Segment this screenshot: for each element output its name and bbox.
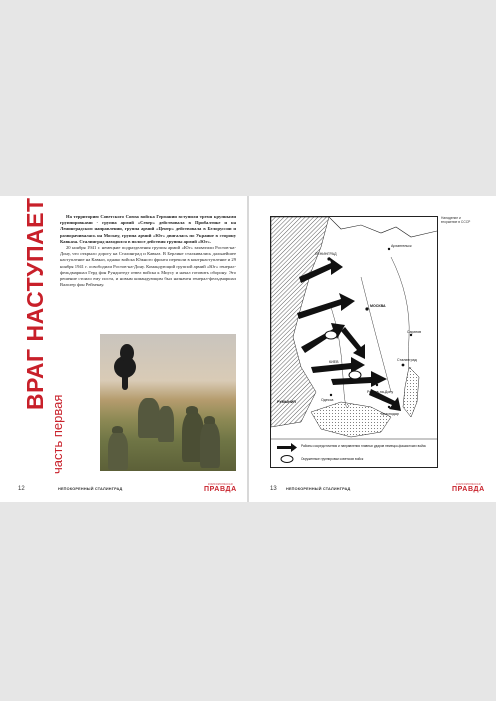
lead-paragraph: На территорию Советского Союза войска Германии вступили тремя крупными группировками - группа армий «Север» действовала в Прибалтике и на Ленинградском направлении, группа армий «Центр» действовала в Белоруссии и разворачивалась на Москву, группа армий «Юг» двигалась по Украине в сторону Кавказа. Сталинград находился в полосе действия группы армий «Юг». (60, 214, 236, 244)
page-number-right: 13 (270, 486, 277, 492)
label-kiev: КИЕВ (329, 360, 339, 364)
helmet (112, 426, 123, 433)
running-head-left: НЕПОКОРЕННЫЙ СТАЛИНГРАД (58, 487, 123, 491)
label-odessa: Одесса (321, 398, 334, 402)
attack-arrow (297, 293, 355, 319)
gutter (247, 196, 249, 502)
city-marker (330, 394, 332, 396)
soldier-figure (108, 432, 128, 470)
label-leningrad: ЛЕНИНГРАД (315, 252, 337, 256)
city-marker (388, 406, 390, 408)
river (331, 307, 349, 408)
attack-arrow (341, 327, 365, 359)
city-marker (376, 384, 378, 386)
city-marker (388, 248, 390, 250)
helmet (186, 406, 198, 414)
western-territory (271, 217, 329, 427)
city-marker (339, 365, 342, 368)
encircled-group (349, 371, 361, 379)
war-photo (100, 334, 236, 471)
chapter-subtitle: часть первая (50, 394, 65, 474)
label-rumania: РУМЫНИЯ (277, 400, 296, 404)
logo-name-text: ПРАВДА (204, 486, 237, 493)
chapter-title-text: ВРАГ НАСТУПАЕТ (22, 197, 48, 410)
city-marker (410, 334, 412, 336)
river (391, 257, 411, 369)
logo-top-text: КОМСОМОЛЬСКАЯ (456, 483, 481, 486)
running-head-right: НЕПОКОРЕННЫЙ СТАЛИНГРАД (286, 487, 351, 491)
legend-arrow-icon (277, 443, 297, 452)
city-marker (365, 307, 368, 310)
body-paragraph: 20 ноября 1941 г. немецкие подразделения группы армий «Юг» захватили Ростов-на-Дону, что открыло дорогу на Сталинград и Кавказ. В Берлине сталкивались дальнейшее наступление на Кавказ, однако войска Южного фронта перешли в контрнаступление и 29 ноября 1941 г. освободили Ростов-на-Дону. Командующий группой армий «Юг» генерал-фельдмаршал Герд фон Рундштедт отвел войска к Миусу и начал готовить оборону. Это решение стоило ему поста, и новым командующим был назначен генерал-фельдмаршал Вальтер фон Рейхенау. (60, 245, 236, 288)
smoke-column (122, 370, 128, 390)
city-marker (402, 364, 405, 367)
label-saratov: Саратов (407, 330, 422, 334)
map-caption: Нападение и вторжение в СССР (441, 216, 471, 225)
chapter-title (22, 197, 49, 410)
city-marker (327, 257, 330, 260)
soldier-figure (158, 406, 174, 442)
article-text (60, 214, 236, 288)
label-moscow: МОСКВА (370, 304, 386, 308)
caspian-sea (403, 367, 419, 417)
newspaper-logo-right (452, 483, 485, 493)
legend-circle-icon (281, 456, 293, 463)
label-arkhangelsk: Архангельск (391, 244, 412, 248)
encircled-group (325, 331, 337, 339)
campaign-map (270, 216, 438, 468)
logo-name-text: ПРАВДА (452, 486, 485, 493)
black-sea (311, 402, 391, 437)
attack-arrow (301, 323, 345, 353)
northern-coast (329, 217, 437, 237)
legend-item-1: Районы сосредоточения и направления главных ударов немецко-фашистских войск (301, 444, 426, 448)
map-graphic (271, 217, 437, 467)
logo-top-text: КОМСОМОЛЬСКАЯ (208, 483, 233, 486)
page-number-left: 12 (18, 486, 25, 492)
label-rostov: Ростов-на-Дону (367, 390, 394, 394)
soldier-figure (138, 398, 160, 438)
smoke-cloud (120, 344, 134, 362)
newspaper-logo-left (204, 483, 237, 493)
helmet (204, 416, 215, 424)
soldier-figure (200, 422, 220, 468)
label-stalingrad: Сталинград (397, 358, 417, 362)
label-krasnodar: Краснодар (381, 412, 399, 416)
book-spread (0, 196, 496, 502)
legend-item-2: Окруженные группировки советских войск (301, 457, 364, 461)
